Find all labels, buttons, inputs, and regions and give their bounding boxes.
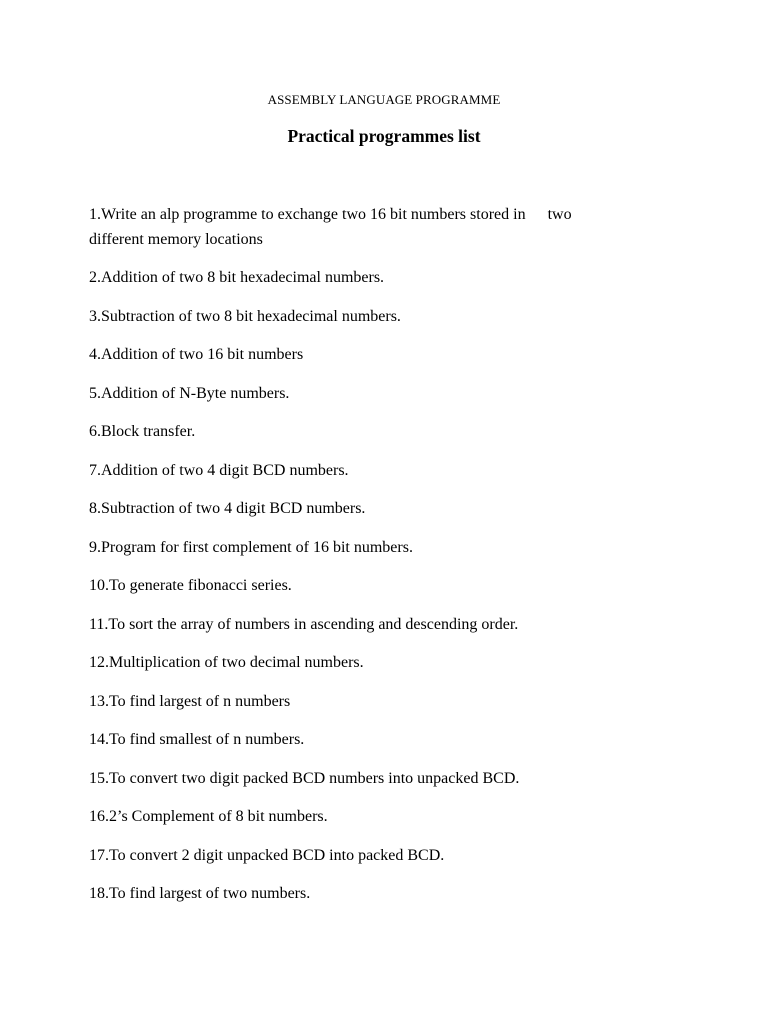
list-item: 3.Subtraction of two 8 bit hexadecimal numbers. <box>89 307 401 325</box>
list-item: 14.To find smallest of n numbers. <box>89 731 305 748</box>
list-item: 9.Program for first complement of 16 bit numbers. <box>89 538 413 556</box>
list-item: 8.Subtraction of two 4 digit BCD numbers. <box>89 500 366 517</box>
document-title: ASSEMBLY LANGUAGE PROGRAMME <box>267 92 501 107</box>
list-item: 7.Addition of two 4 digit BCD numbers. <box>89 461 349 479</box>
list-item: 10.To generate fibonacci series. <box>89 577 292 594</box>
list-item: 13.To find largest of n numbers <box>89 692 291 710</box>
list-item: 16.2’s Complement of 8 bit numbers. <box>89 808 328 825</box>
list-item: 18.To find largest of two numbers. <box>89 885 311 902</box>
list-item: 2.Addition of two 8 bit hexadecimal numbers. <box>89 269 385 286</box>
list-item: 11.To sort the array of numbers in ascending and descending order. <box>89 615 519 633</box>
list-item-text-continued: different memory locations <box>89 231 263 248</box>
list-item: 5.Addition of N-Byte numbers. <box>89 384 290 402</box>
list-item: 17.To convert 2 digit unpacked BCD into packed BCD. <box>89 846 445 864</box>
program-list <box>89 202 669 920</box>
list-item: 4.Addition of two 16 bit numbers <box>89 346 304 363</box>
list-item: 6.Block transfer. <box>89 423 196 440</box>
list-item: 12.Multiplication of two decimal numbers. <box>89 654 364 671</box>
list-item-text: 1.Write an alp programme to exchange two 16 bit numbers stored in <box>89 206 526 223</box>
list-item-text-tail: two <box>547 206 572 223</box>
list-item: 15.To convert two digit packed BCD numbers into unpacked BCD. <box>89 769 520 787</box>
list-item <box>89 202 669 252</box>
document-subtitle: Practical programmes list <box>287 126 481 146</box>
